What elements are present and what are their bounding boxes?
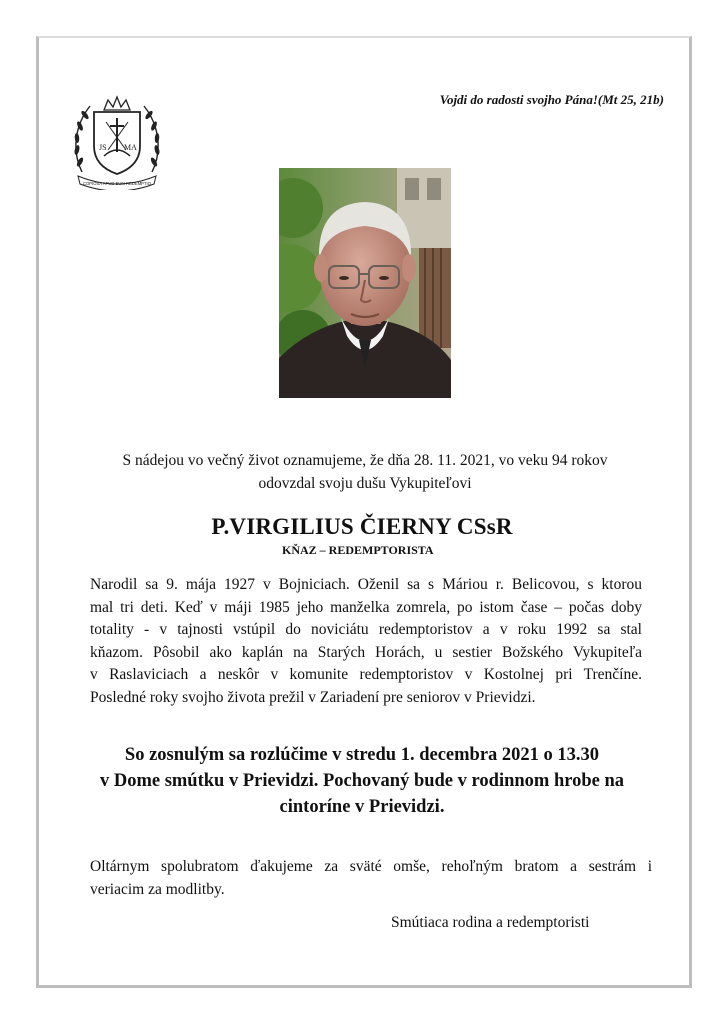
svg-text:COPIOSA APUD EUM REDEMPTIO: COPIOSA APUD EUM REDEMPTIO bbox=[83, 181, 151, 186]
deceased-title: KŇAZ – REDEMPTORISTA bbox=[282, 543, 434, 557]
svg-text:JS: JS bbox=[99, 143, 107, 152]
announcement-line-2: odovzdal svoju dušu Vykupiteľovi bbox=[258, 475, 472, 492]
biography-line: v Raslaviciach a neskôr v komunite redemptoristov v Kostolnej pri Trenčíne. bbox=[90, 666, 642, 684]
biography-paragraph bbox=[90, 574, 642, 710]
funeral-line: So zosnulým sa rozlúčime v stredu 1. decembra 2021 o 13.30 bbox=[124, 745, 600, 765]
redemptorist-crest-icon bbox=[68, 92, 166, 190]
biography-line: Narodil sa 9. mája 1927 v Bojniciach. Oženil sa s Máriou r. Belicovou, s ktorou bbox=[90, 576, 642, 593]
svg-text:MA: MA bbox=[124, 143, 137, 152]
thanks-line: veriacim za modlitby. bbox=[90, 881, 225, 898]
portrait-photo bbox=[279, 168, 451, 398]
biography-line: kňazom. Pôsobil ako kaplán na Starých Horách, u sestier Božského Vykupiteľa bbox=[90, 643, 642, 661]
funeral-line: v Dome smútku v Prievidzi. Pochovaný bude v rodinnom hrobe na bbox=[99, 771, 625, 791]
biography-line: Posledné roky svojho života prežil v Zariadení pre seniorov v Prievidzi. bbox=[90, 688, 536, 706]
biography-line: mal tri deti. Keď v máji 1985 jeho manželka zomrela, po istom čase – počas doby bbox=[90, 598, 642, 616]
announcement bbox=[70, 449, 660, 495]
deceased-name: P.VIRGILIUS ČIERNY CSsR bbox=[211, 514, 513, 539]
funeral-line: cintoríne v Prievidzi. bbox=[279, 797, 445, 817]
thanks-line: Oltárnym spolubratom ďakujeme za sväté omše, rehoľným bratom a sestrám i bbox=[90, 858, 652, 875]
signature: Smútiaca rodina a redemptoristi bbox=[391, 914, 590, 931]
thanks-paragraph bbox=[90, 855, 652, 901]
announcement-line-1: S nádejou vo večný život oznamujeme, že dňa 28. 11. 2021, vo veku 94 rokov bbox=[122, 452, 608, 469]
scripture-quote: Vojdi do radosti svojho Pána!(Mt 25, 21b) bbox=[439, 92, 664, 107]
funeral-info bbox=[60, 742, 664, 820]
biography-line: totality - v tajnosti vstúpil do noviciátu redemptoristov a v roku 1992 sa stal bbox=[90, 621, 642, 639]
